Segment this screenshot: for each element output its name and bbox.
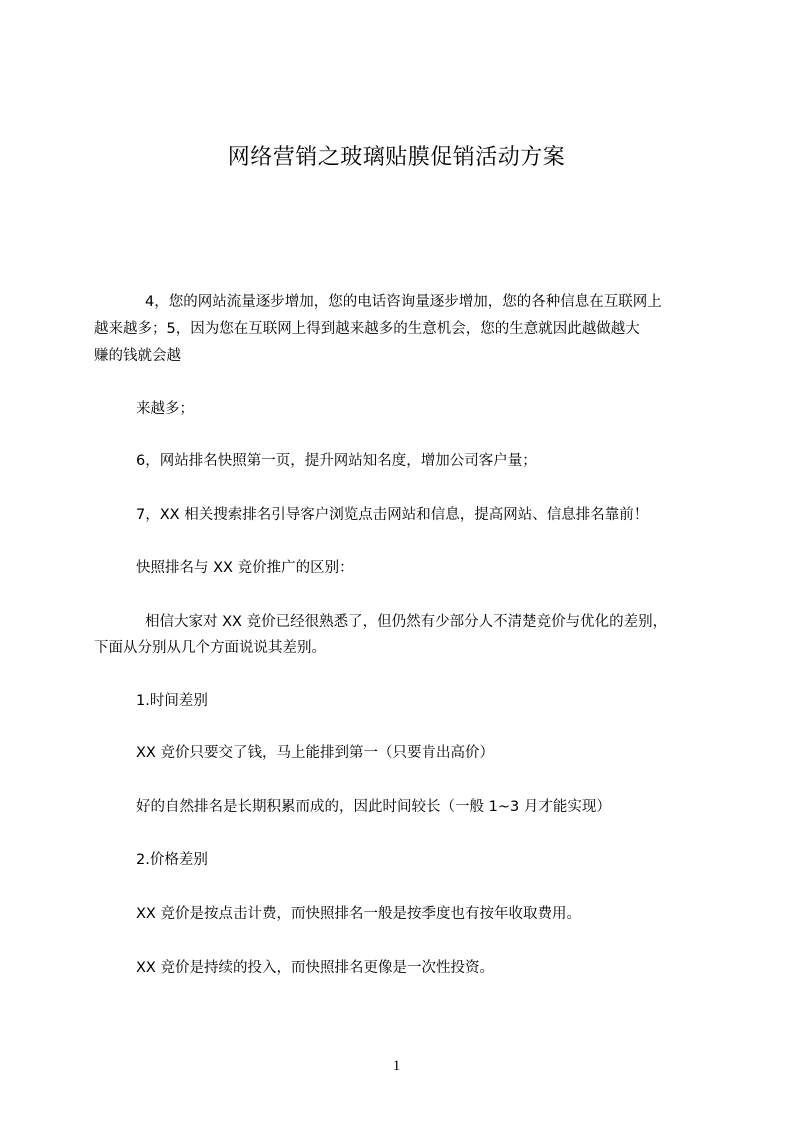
- page-number: 1: [392, 1058, 401, 1074]
- paragraph-4: 7，XX 相关搜索排名引导客户浏览点击网站和信息，提高网站、信息排名靠前！: [136, 507, 649, 523]
- paragraph-6-line-1: 相信大家对 XX 竞价已经很熟悉了，但仍然有少部分人不清楚竞价与优化的差别，: [145, 614, 668, 630]
- paragraph-7: XX 竞价只要交了钱，马上能排到第一（只要肯出高价）: [136, 745, 494, 761]
- section-heading-time: 1.时间差别: [136, 693, 208, 709]
- paragraph-5: 快照排名与 XX 竞价推广的区别：: [136, 560, 354, 576]
- section-heading-price: 2.价格差别: [136, 852, 208, 868]
- paragraph-9: XX 竞价是按点击计费，而快照排名一般是按季度也有按年收取费用。: [136, 906, 581, 922]
- paragraph-1-line-3: 赚的钱就会越: [94, 348, 181, 364]
- paragraph-10: XX 竞价是持续的投入，而快照排名更像是一次性投资。: [136, 960, 494, 976]
- document-title: 网络营销之玻璃贴膜促销活动方案: [227, 145, 566, 170]
- paragraph-6-line-2: 下面从分别从几个方面说说其差别。: [94, 640, 326, 656]
- paragraph-3: 6，网站排名快照第一页，提升网站知名度，增加公司客户量；: [136, 453, 537, 469]
- paragraph-8: 好的自然排名是长期积累而成的，因此时间较长（一般 1~3 月才能实现）: [136, 799, 611, 815]
- paragraph-1-line-1: 4，您的网站流量逐步增加，您的电话咨询量逐步增加，您的各种信息在互联网上: [145, 294, 662, 310]
- paragraph-1-line-2: 越来越多；5，因为您在互联网上得到越来越多的生意机会，您的生意就因此越做越大: [94, 321, 640, 337]
- paragraph-2: 来越多；: [136, 401, 194, 417]
